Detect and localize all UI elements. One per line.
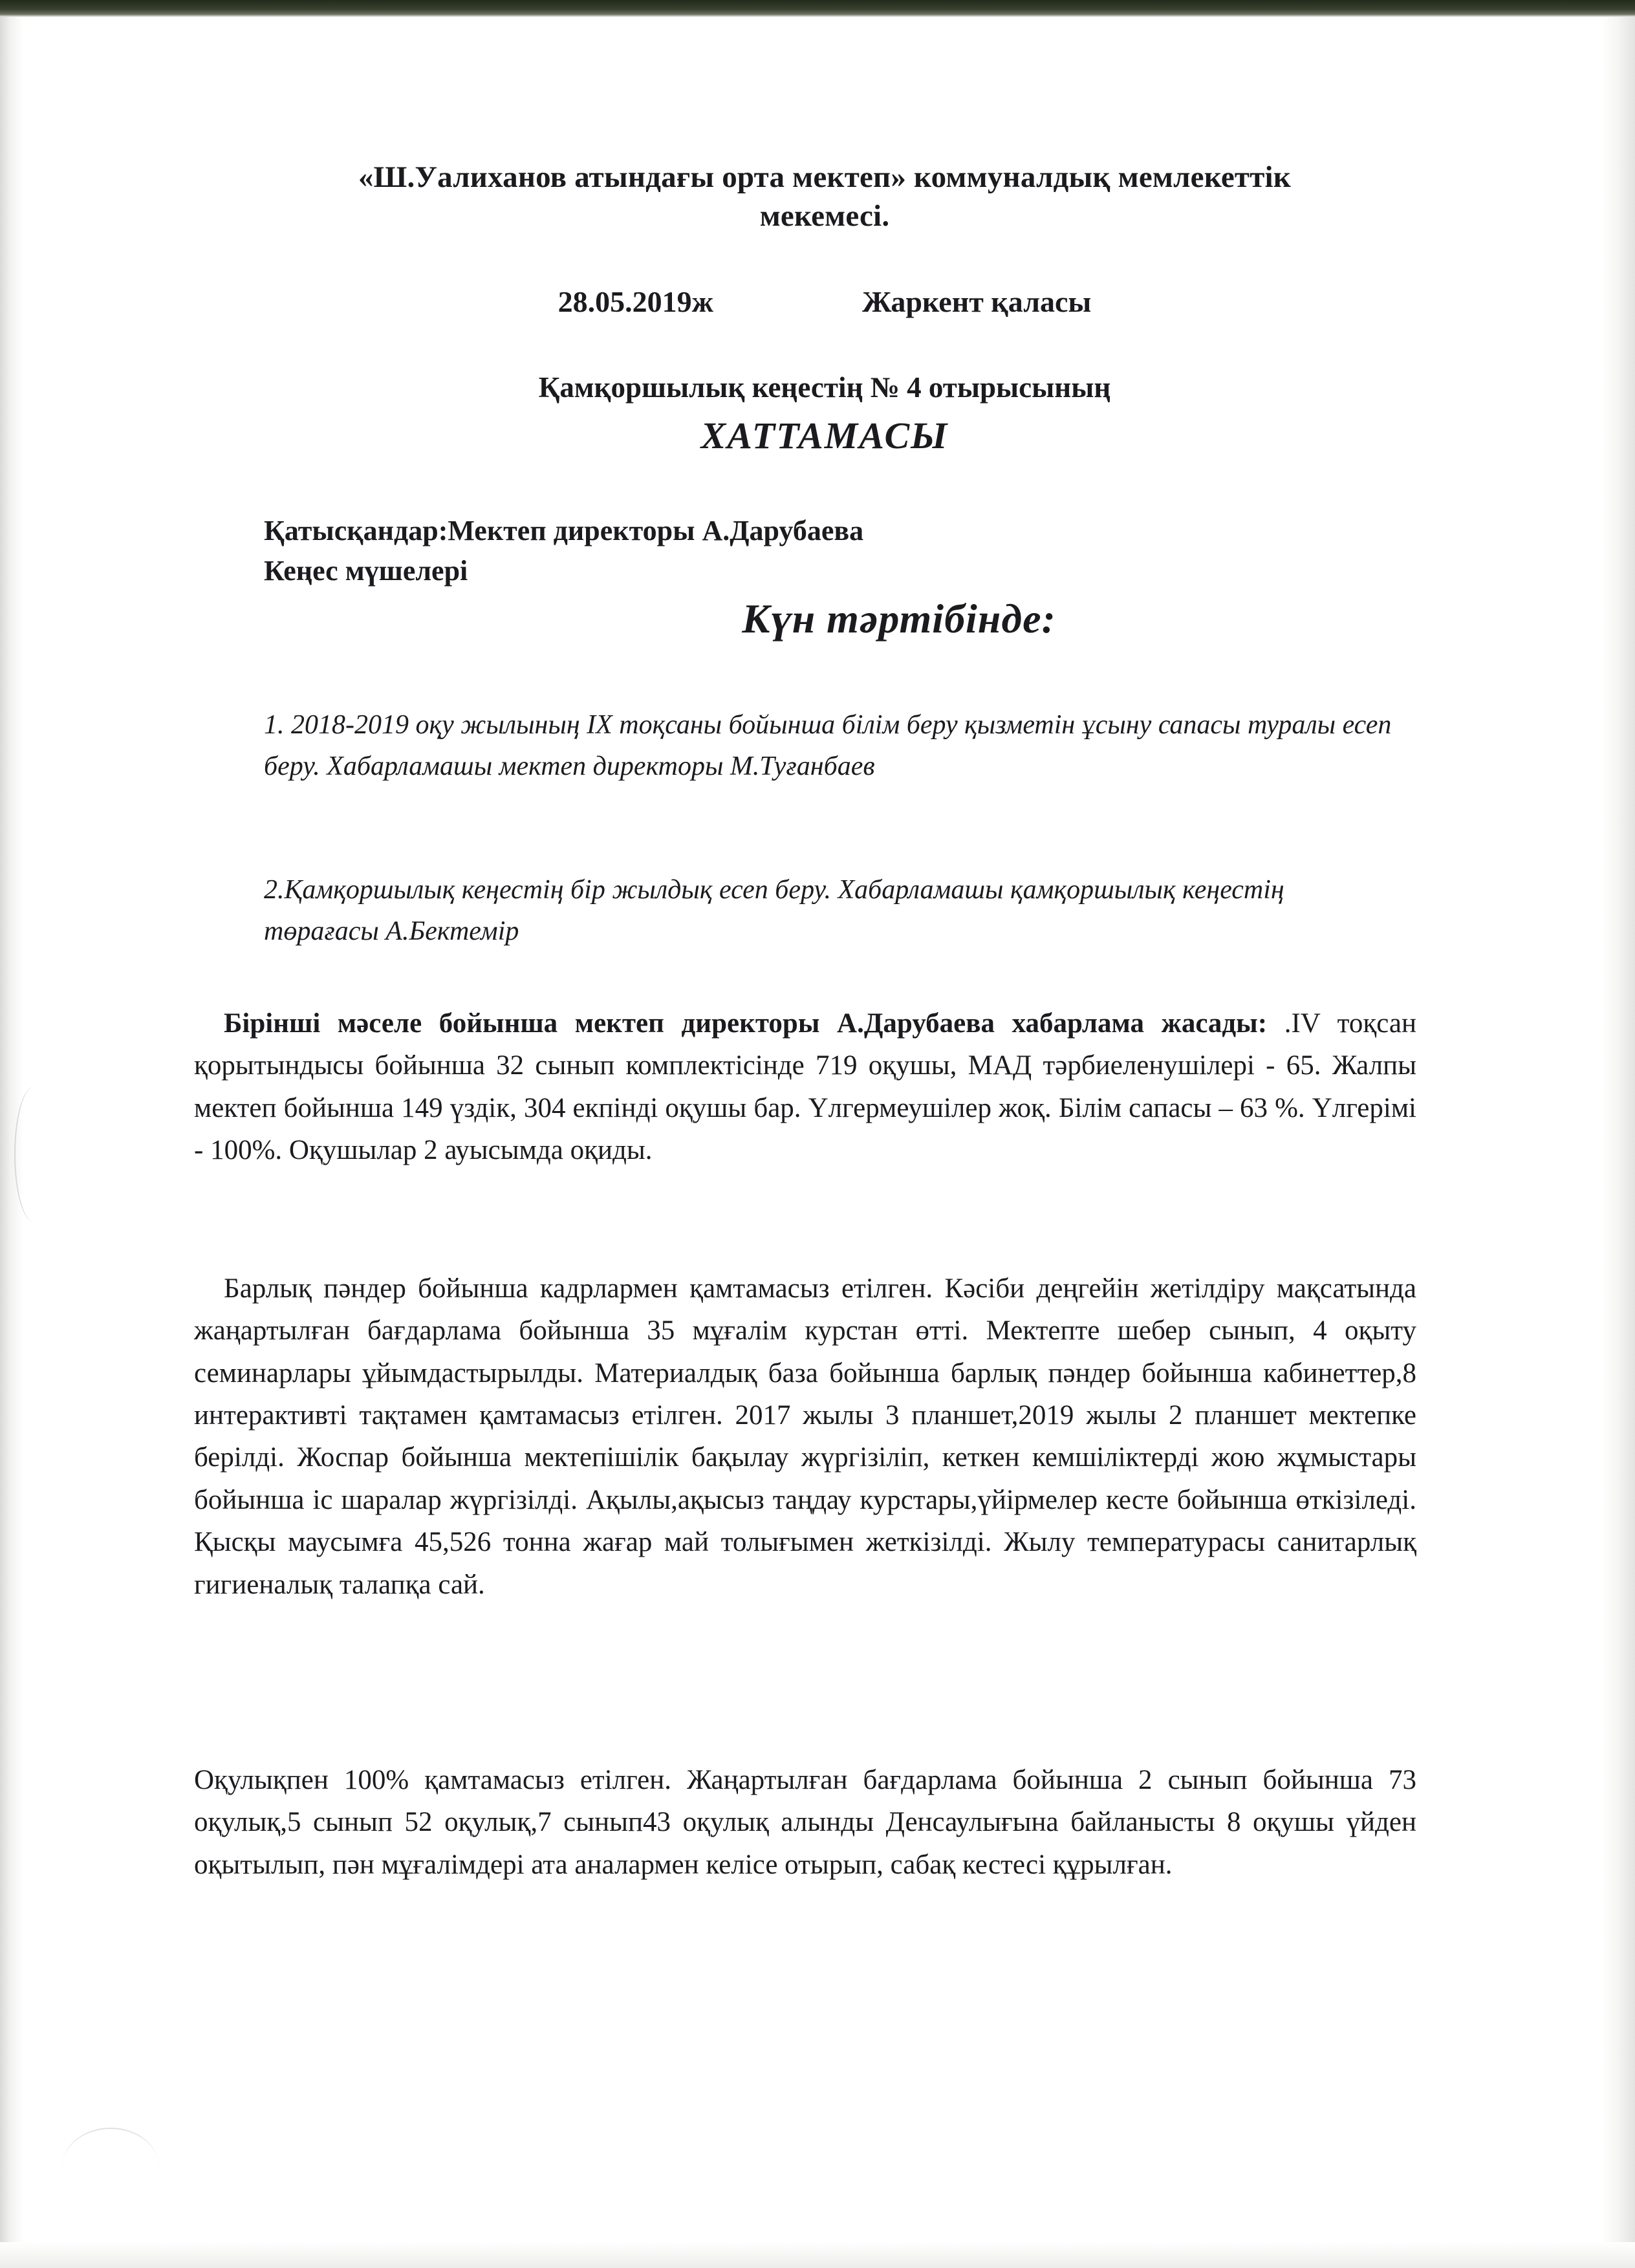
agenda-heading: Күн тәртібінде:: [742, 596, 1056, 642]
textbooks-text: Оқулықпен 100% қамтамасыз етілген. Жаңартылған бағдарлама бойынша 2 сынып бойынша 73 оқулық,5 сынып 52 оқулық,7 сынып43 оқулық алынды Денсаулығына байланысты 8 оқушы үйден оқытылып, пән мұғалімдері ата аналармен келісе отырып, сабақ кестесі құрылған.: [194, 1765, 1416, 1880]
attendees-line-2: Кеңес мүшелері: [264, 555, 468, 587]
body-paragraph-textbooks: [194, 1759, 1416, 1886]
agenda-item-1: 1. 2018-2019 оқу жылының IX тоқсаны бойынша білім беру қызметін ұсыну сапасы туралы есеп беру. Хабарламашы мектеп директоры М.Туғанбаев: [264, 710, 1392, 781]
date-and-city-row: [194, 285, 1455, 319]
document-date: 28.05.2019ж: [558, 285, 713, 318]
council-session-line: Қамқоршылық кеңестің № 4 отырысының: [538, 371, 1111, 404]
institution-title-line-2: мекемесі.: [759, 199, 890, 233]
document-city: Жаркент қаласы: [862, 285, 1092, 318]
attendees-line-1: Қатысқандар:Мектеп директоры А.Дарубаева: [264, 515, 864, 546]
body-paragraph-staffing: [194, 1268, 1416, 1606]
staffing-text: Барлық пәндер бойынша кадрлармен қамтамасыз етілген. Кәсіби деңгейін жетілдіру мақсатында жаңартылған бағдарлама бойынша 35 мұғалім курстан өтті. Мектепте шебер сынып, 4 оқыту семинарлары ұйымдастырылды. Материалдық база бойынша барлық пәндер бойынша кабинеттер,8 интерактивті тақтамен қамтамасыз етілген. 2017 жылы 3 планшет,2019 жылы 2 планшет мектепке берілді. Жоспар бойынша мектепішілік бақылау жүргізіліп, кеткен кемшіліктерді жою жұмыстары бойынша іс шаралар жүргізілді. Ақылы,ақысыз таңдау курстары,үйірмелер кесте бойынша өткізіледі. Қысқы маусымға 45,526 тонна жағар май толығымен жеткізілді. Жылу температурасы санитарлық гигиеналық талапқа сай.: [194, 1273, 1416, 1600]
first-matter-lead: Бірінші мәселе бойынша мектеп директоры А.Дарубаева хабарлама жасады:: [224, 1008, 1268, 1039]
protocol-heading: ХАТТАМАСЫ: [700, 415, 949, 457]
body-paragraph-first-matter: [194, 1002, 1416, 1171]
agenda-item-2: 2.Қамқоршылық кеңестің бір жылдық есеп беру. Хабарламашы қамқоршылық кеңестің төрағасы А.Бектемір: [264, 875, 1284, 946]
attendees-block: [264, 511, 1428, 592]
first-matter-details: .IV тоқсан қорытындысы бойынша 32 сынып комплектісінде 719 оқушы, МАД тәрбиеленушілері - 65. Жалпы мектеп бойынша 149 үздік, 304 екпінді оқушы бар. Үлгермеушілер жоқ. Білім сапасы – 63 %. Үлгерімі - 100%. Оқушылар 2 ауысымда оқиды.: [194, 1008, 1417, 1166]
institution-title-line-1: «Ш.Уалиханов атындағы орта мектеп» коммуналдық мемлекеттік: [358, 160, 1292, 194]
institution-title: [194, 158, 1455, 235]
